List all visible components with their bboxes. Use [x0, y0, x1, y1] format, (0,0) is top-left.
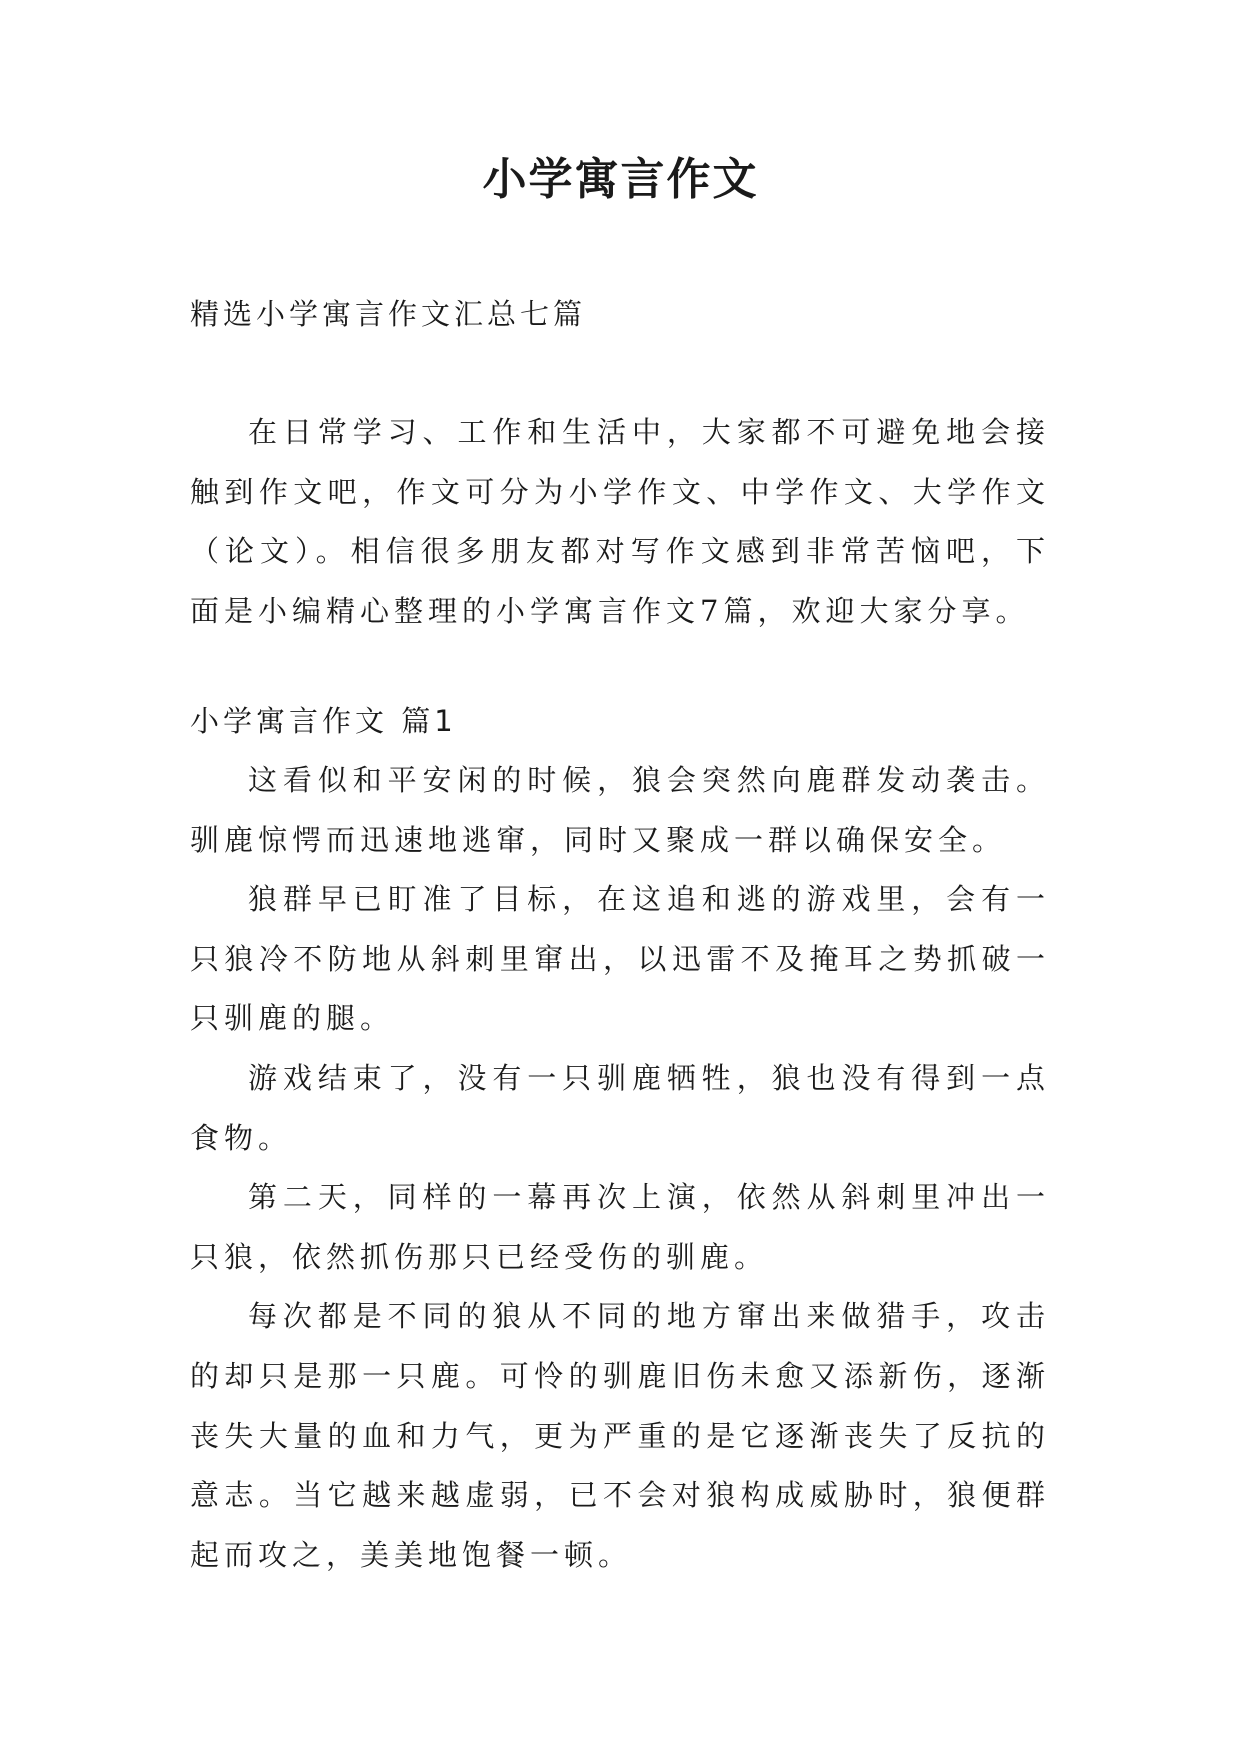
story-paragraph: 每次都是不同的狼从不同的地方窜出来做猎手，攻击的却只是那一只鹿。可怜的驯鹿旧伤未愈又添新伤，逐渐丧失大量的血和力气，更为严重的是它逐渐丧失了反抗的意志。当它越来越虚弱，已不会对狼构成威胁时，狼便群起而攻之，美美地饱餐一顿。	[190, 1299, 1050, 1572]
intro-paragraph: 在日常学习、工作和生活中，大家都不可避免地会接触到作文吧，作文可分为小学作文、中学作文、大学作文（论文）。相信很多朋友都对写作文感到非常苦恼吧，下面是小编精心整理的小学寓言作文7篇，欢迎大家分享。	[190, 415, 1050, 628]
story-paragraph: 狼群早已盯准了目标，在这追和逃的游戏里，会有一只狼冷不防地从斜刺里窜出，以迅雷不及掩耳之势抓破一只驯鹿的腿。	[190, 882, 1050, 1036]
document-subtitle: 精选小学寓言作文汇总七篇	[190, 297, 587, 331]
document-title: 小学寓言作文	[482, 154, 759, 205]
section-heading: 小学寓言作文 篇1	[190, 704, 457, 738]
story-paragraph: 第二天，同样的一幕再次上演，依然从斜刺里冲出一只狼，依然抓伤那只已经受伤的驯鹿。	[190, 1180, 1050, 1274]
story-section	[190, 751, 1050, 1585]
story-paragraph: 游戏结束了，没有一只驯鹿牺牲，狼也没有得到一点食物。	[190, 1060, 1050, 1155]
intro-section	[190, 403, 1050, 641]
story-paragraph: 这看似和平安闲的时候，狼会突然向鹿群发动袭击。驯鹿惊愕而迅速地逃窜，同时又聚成一群以确保安全。	[190, 763, 1050, 857]
